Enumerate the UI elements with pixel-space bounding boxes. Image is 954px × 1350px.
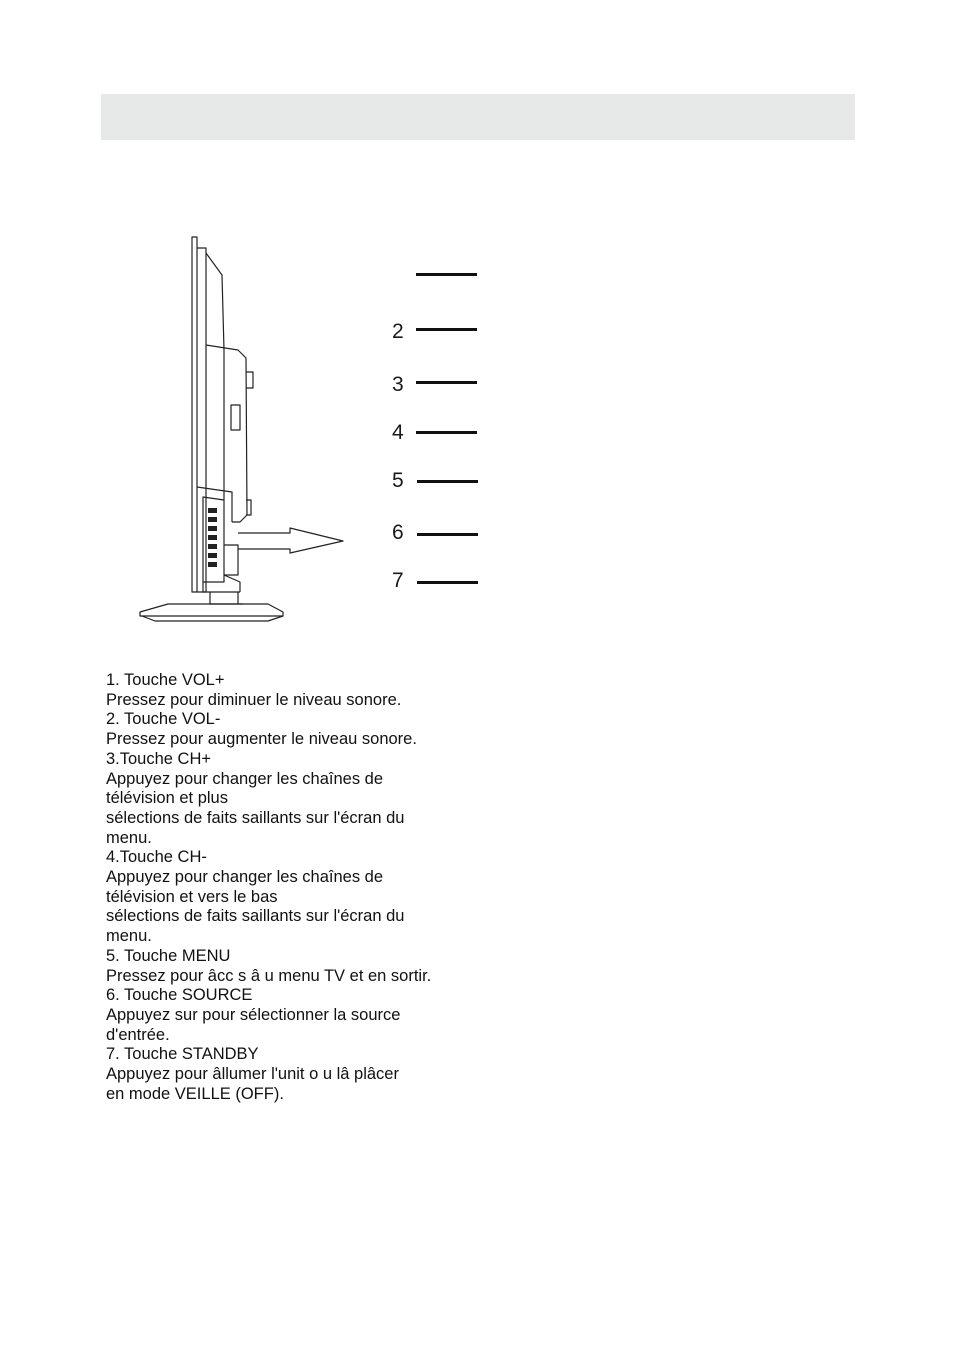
instruction-line: 6. Touche SOURCE	[106, 986, 253, 1005]
instruction-line: menu.	[106, 828, 152, 847]
instruction-line: Appuyez sur pour sélectionner la source	[106, 1005, 401, 1024]
instruction-line: Pressez pour âcc s â u menu TV et en sortir.	[106, 966, 432, 985]
callout-line-5	[417, 480, 478, 483]
tv-side-diagram	[0, 0, 954, 660]
callout-number-6: 6	[392, 521, 404, 544]
instruction-line: 3.Touche CH+	[106, 749, 212, 768]
callout-number-2: 2	[392, 320, 404, 343]
instruction-line: télévision et plus	[106, 789, 228, 808]
callout-line-1	[416, 273, 477, 276]
instruction-line: 4.Touche CH-	[106, 848, 207, 867]
instruction-line: 5. Touche MENU	[106, 946, 231, 965]
callout-line-3	[416, 381, 477, 384]
instruction-line: 7. Touche STANDBY	[106, 1045, 259, 1064]
instruction-line: sélections de faits saillants sur l'écran du	[106, 808, 405, 827]
callout-line-6	[417, 533, 478, 536]
instruction-line: Pressez pour diminuer le niveau sonore.	[106, 690, 402, 709]
callout-number-7: 7	[392, 569, 404, 592]
callout-number-5: 5	[392, 469, 404, 492]
callout-line-2	[416, 328, 477, 331]
instruction-line: télévision et vers le bas	[106, 887, 278, 906]
button-instructions	[106, 671, 526, 1104]
instruction-line: 1. Touche VOL+	[106, 671, 225, 689]
tv-side-view-drawing	[0, 0, 954, 660]
instruction-line: 2. Touche VOL-	[106, 710, 221, 729]
instruction-line: en mode VEILLE (OFF).	[106, 1084, 284, 1103]
instruction-line: menu.	[106, 927, 152, 946]
callout-number-4: 4	[392, 421, 404, 444]
instruction-line: Appuyez pour changer les chaînes de	[106, 769, 384, 788]
instruction-line: d'entrée.	[106, 1025, 170, 1044]
callout-line-4	[416, 431, 477, 434]
callout-number-3: 3	[392, 373, 404, 396]
instruction-line: sélections de faits saillants sur l'écran du	[106, 907, 405, 926]
callout-line-7	[417, 581, 478, 584]
instruction-line: Appuyez pour changer les chaînes de	[106, 868, 384, 887]
instruction-line: Pressez pour augmenter le niveau sonore.	[106, 730, 417, 749]
instruction-line: Appuyez pour âllumer l'unit o u lâ plâcer	[106, 1065, 399, 1084]
